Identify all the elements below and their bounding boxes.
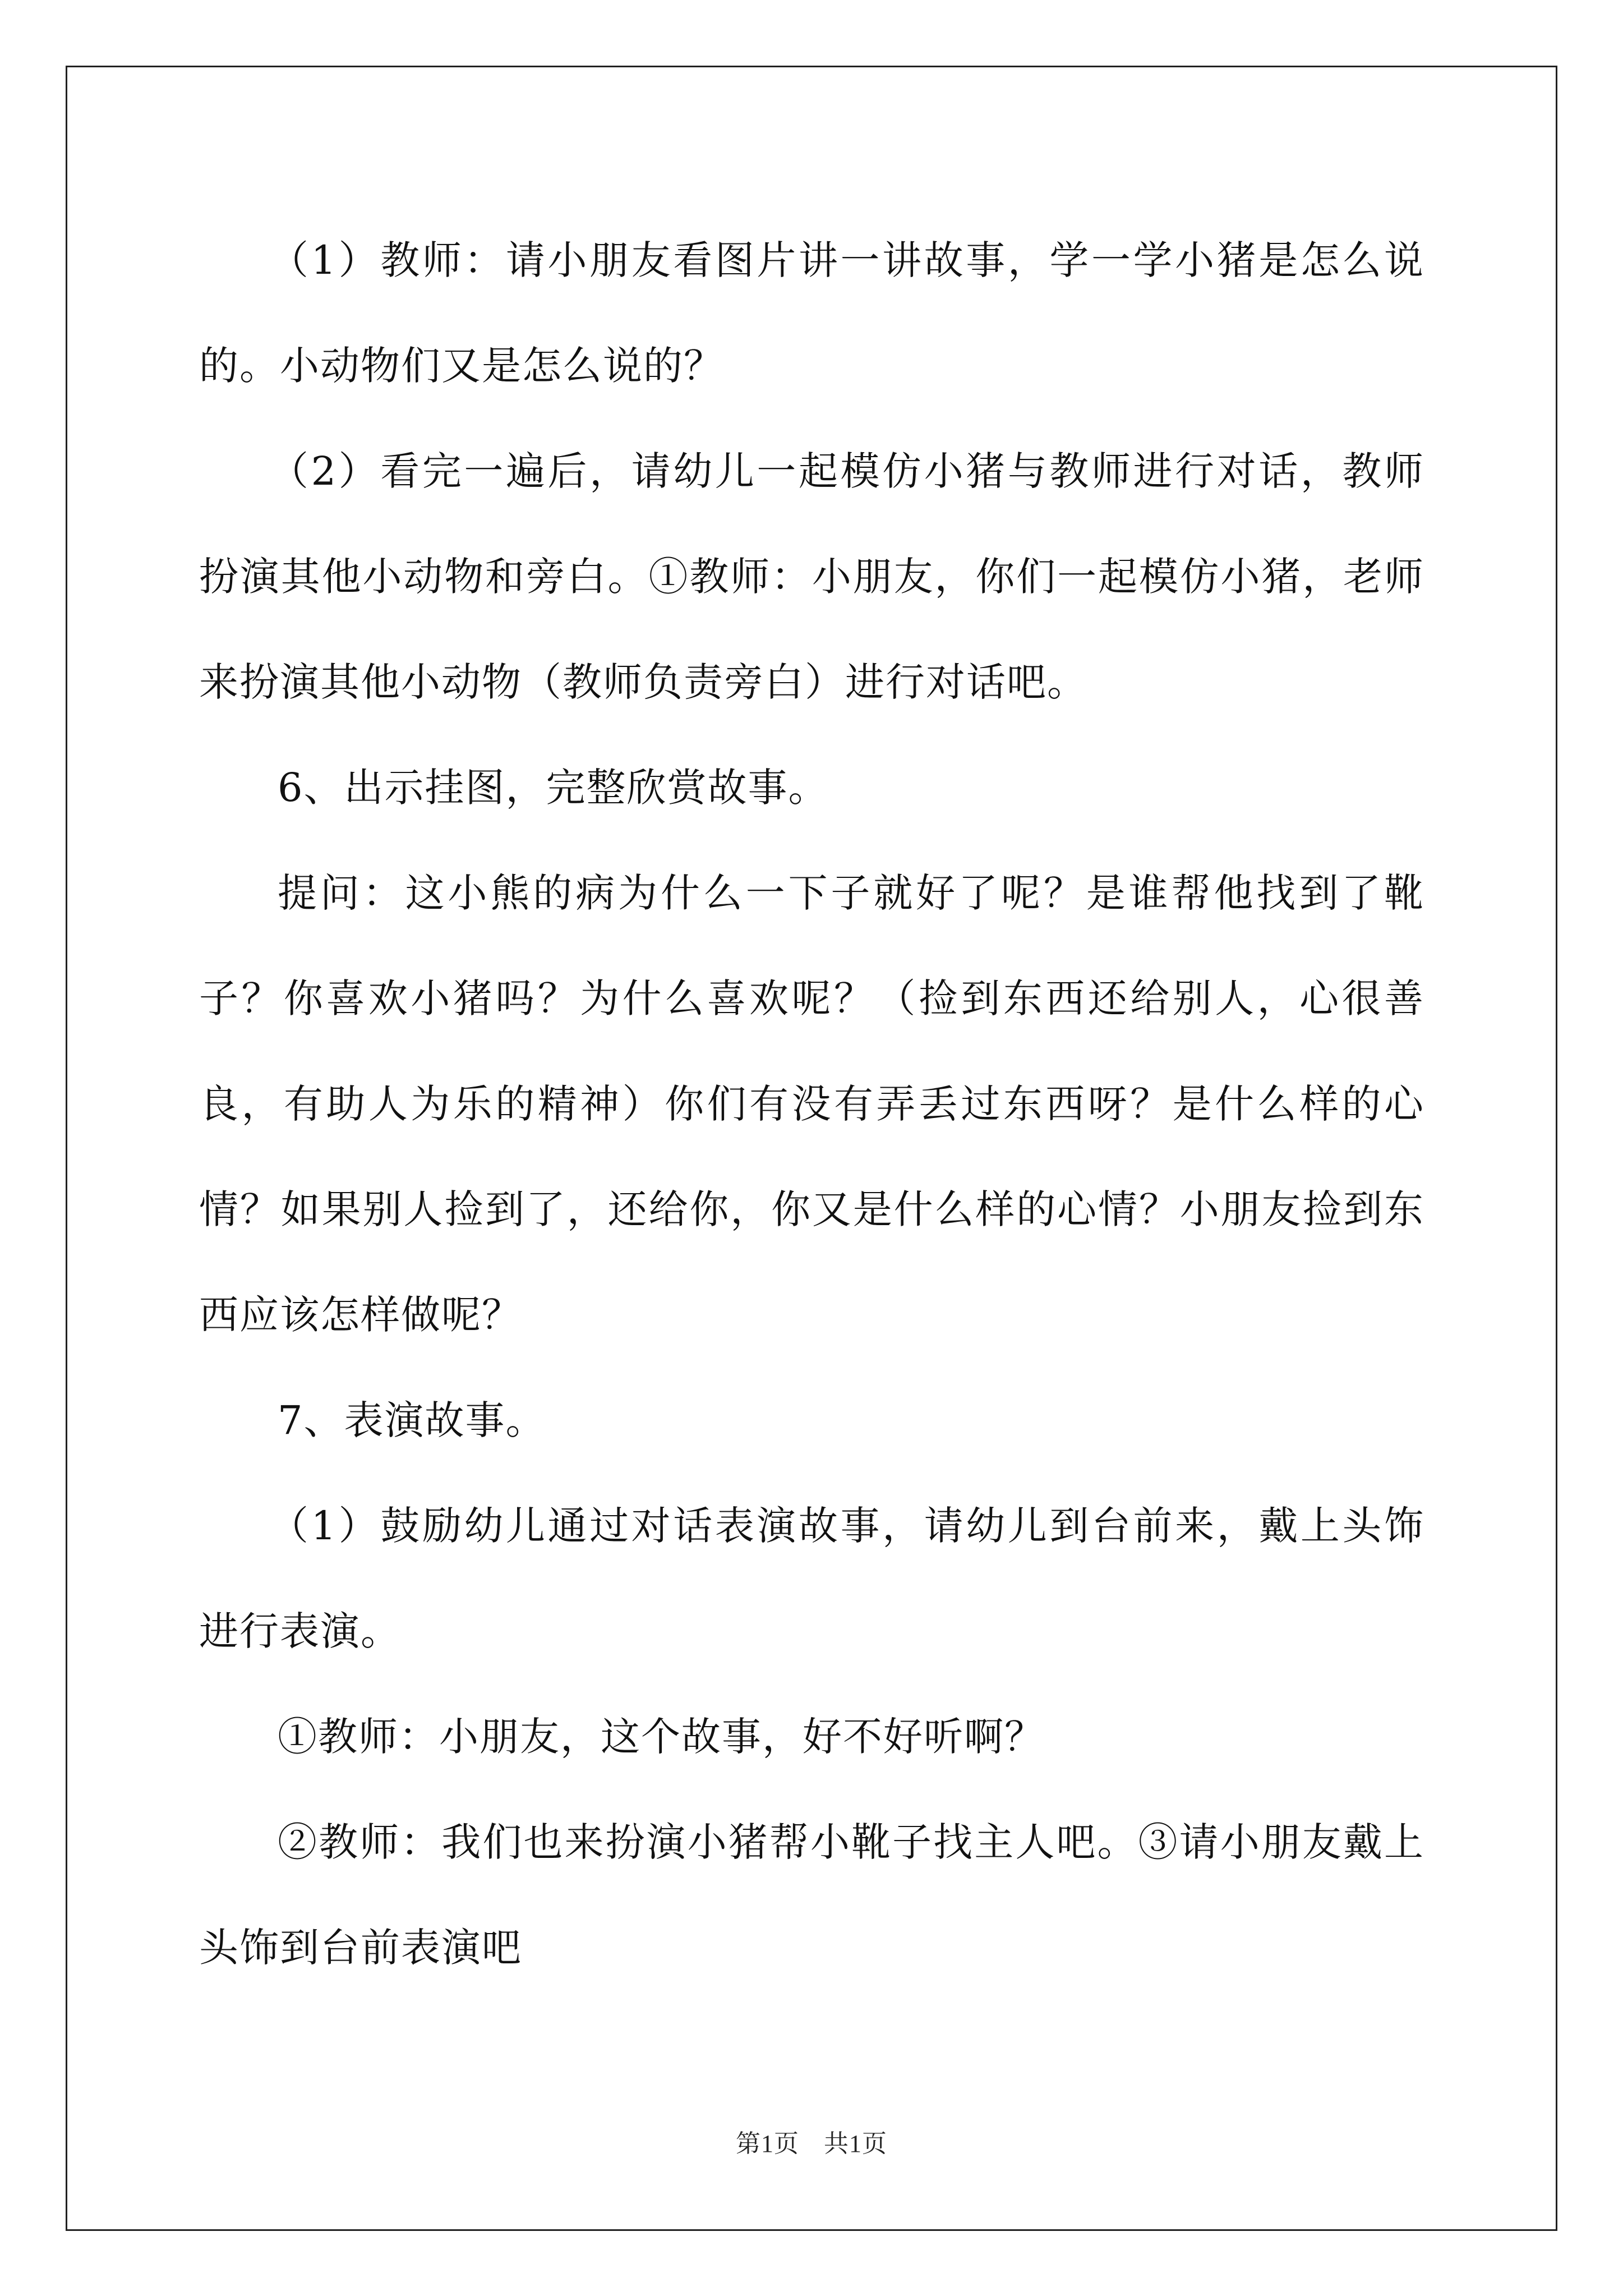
paragraph: ②教师：我们也来扮演小猪帮小靴子找主人吧。③请小朋友戴上头饰到台前表演吧 (199, 1819, 1424, 1971)
paragraph: ①教师：小朋友，这个故事，好不好听啊？ (278, 1714, 1045, 1760)
paragraph: 提问：这小熊的病为什么一下子就好了呢？是谁帮他找到了靴子？你喜欢小猪吗？为什么喜欢呢？（捡到东西还给别人，心很善良，有助人为乐的精神）你们有没有弄丢过东西呀？是什么样的心情？如果别人捡到了，还给你，你又是什么样的心情？小朋友捡到东西应该怎样做呢？ (199, 870, 1424, 1338)
paragraph: 6、出示挂图，完整欣赏故事。 (278, 765, 829, 811)
page-number-total: 共1页 (824, 2130, 887, 2157)
document-body (199, 208, 1424, 2000)
page-footer (0, 2123, 1623, 2159)
paragraph: （1）教师：请小朋友看图片讲一讲故事，学一学小猪是怎么说的。小动物们又是怎么说的？ (199, 237, 1424, 389)
paragraph: （1）鼓励幼儿通过对话表演故事，请幼儿到台前来，戴上头饰进行表演。 (199, 1503, 1424, 1654)
paragraph: （2）看完一遍后，请幼儿一起模仿小猪与教师进行对话，教师扮演其他小动物和旁白。①教师：小朋友，你们一起模仿小猪，老师来扮演其他小动物（教师负责旁白）进行对话吧。 (199, 448, 1424, 705)
page-number-current: 第1页 (736, 2130, 799, 2157)
paragraph: 7、表演故事。 (278, 1397, 546, 1443)
